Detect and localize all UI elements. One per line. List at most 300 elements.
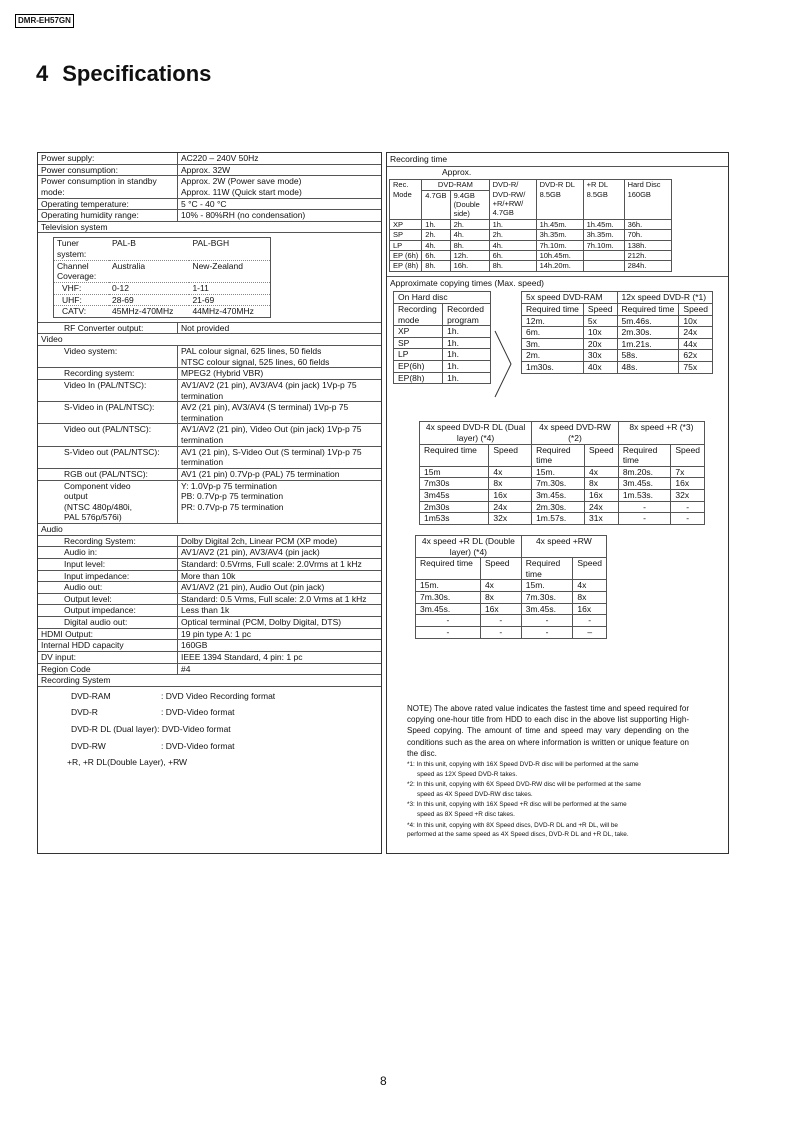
- spec-value: Standard: 0.5 Vrms, Full scale: 2.0 Vrms at 1 kHz: [178, 593, 382, 605]
- table-cell: 24x: [679, 327, 713, 339]
- table-cell: 70h.: [624, 230, 671, 240]
- table-cell: LP: [390, 240, 422, 250]
- header-line: Rec.: [393, 180, 409, 190]
- table-header: 4x speed +RW: [521, 535, 606, 557]
- spec-row: [38, 582, 381, 594]
- spec-label: DV input:: [38, 651, 178, 663]
- header-line: Mode: [393, 189, 412, 199]
- rec-system-format: : DVD-Video format: [161, 740, 235, 751]
- spec-value: Approx. 32W: [178, 164, 382, 176]
- table-cell: -: [618, 501, 671, 513]
- table-cell: 3m.45s.: [618, 478, 671, 490]
- spec-value: Optical terminal (PCM, Dolby Digital, DTS): [178, 617, 382, 629]
- bracket-arrow-icon: [493, 329, 521, 399]
- spec-row: [38, 640, 381, 652]
- table-cell: 16x: [671, 478, 705, 490]
- table-row: [416, 580, 607, 592]
- footnote-line: speed as 12X Speed DVD-R takes.: [417, 770, 518, 778]
- copy-5x-table: [521, 291, 713, 373]
- table-cell: 24x: [489, 501, 532, 513]
- table-row: [390, 230, 672, 240]
- table-cell: 40x: [583, 362, 617, 374]
- spec-row: [38, 446, 381, 468]
- page-title: [36, 60, 211, 88]
- table-cell: 7h.10m.: [536, 240, 583, 250]
- table-row: [420, 466, 705, 478]
- spec-row: [38, 322, 381, 334]
- table-cell: 3m.45s.: [521, 603, 573, 615]
- copy-4x-table: [419, 421, 705, 525]
- rec-system-list: [41, 687, 378, 778]
- table-header: Speed: [480, 558, 521, 580]
- rec-system-format: : DVD Video Recording format: [161, 690, 276, 701]
- table-row: [522, 315, 713, 327]
- table-cell: 16x: [573, 603, 607, 615]
- spec-label: Power consumption:: [38, 164, 178, 176]
- table-cell: 10x: [583, 327, 617, 339]
- table-cell: EP (6h): [390, 250, 422, 260]
- right-spec-column: [386, 152, 729, 854]
- tuner-col1: PAL-B: [109, 238, 189, 260]
- tuner-row-label: Channel Coverage:: [54, 260, 110, 282]
- table-cell: -: [671, 501, 705, 513]
- spec-value: [178, 480, 382, 524]
- tuner-row: [54, 282, 271, 294]
- spec-value: 19 pin type A: 1 pc: [178, 628, 382, 640]
- table-cell: 1h.45m.: [536, 219, 583, 229]
- table-header: Required time: [618, 444, 671, 466]
- table-cell: 1m.57s.: [532, 513, 585, 525]
- table-cell: 8h.: [450, 240, 489, 250]
- rec-system-disc: DVD-RAM: [71, 690, 111, 701]
- table-header: Hard Disc 160GB: [624, 180, 671, 220]
- spec-row: [38, 593, 381, 605]
- spec-row: [38, 480, 381, 524]
- table-header: Required time: [532, 444, 585, 466]
- rec-system-block: [38, 686, 381, 778]
- table-cell: 8x: [585, 478, 619, 490]
- table-cell: 8h.: [489, 261, 536, 271]
- table-cell: 1m53s: [420, 513, 489, 525]
- spec-label: Output impedance:: [38, 605, 178, 617]
- table-cell: 7m30s: [420, 478, 489, 490]
- spec-row: [38, 558, 381, 570]
- spec-value-line: PR: 0.7Vp-p 75 termination: [181, 501, 284, 512]
- footnote: [407, 760, 689, 779]
- table-cell: 8h.: [422, 261, 450, 271]
- table-cell: 7h.10m.: [583, 240, 624, 250]
- table-cell: -: [521, 615, 573, 627]
- table-cell: 2m.: [522, 350, 584, 362]
- table-header: 8x speed +R (*3): [618, 422, 704, 444]
- spec-label: Recording system:: [38, 368, 178, 380]
- page-number: 8: [380, 1074, 387, 1088]
- table-cell: 30x: [583, 350, 617, 362]
- table-cell: 1h.45m.: [583, 219, 624, 229]
- table-row: [522, 338, 713, 350]
- table-header: Required time: [521, 558, 573, 580]
- spec-value: MPEG2 (Hybrid VBR): [178, 368, 382, 380]
- table-row: [416, 626, 607, 638]
- table-cell: 32x: [489, 513, 532, 525]
- table-cell: 15m.: [521, 580, 573, 592]
- spec-label: S-Video in (PAL/NTSC):: [38, 402, 178, 424]
- spec-value: 5 °C - 40 °C: [178, 198, 382, 210]
- tuner-row: [54, 294, 271, 306]
- table-cell: [583, 261, 624, 271]
- spec-row: [38, 210, 381, 222]
- footnote-line: *3: In this unit, copying with 16X Speed +R disc will be performed at the same: [407, 801, 627, 809]
- table-cell: 62x: [679, 350, 713, 362]
- table-cell: [583, 250, 624, 260]
- spec-row: [38, 570, 381, 582]
- spec-row: [38, 617, 381, 629]
- table-row: [416, 592, 607, 604]
- spec-label: Video system:: [38, 346, 178, 368]
- spec-label: Audio in:: [38, 547, 178, 559]
- spec-label: RGB out (PAL/NTSC):: [38, 468, 178, 480]
- table-cell: XP: [390, 219, 422, 229]
- spec-section-row: [38, 221, 381, 233]
- rec-system-disc: DVD-RW: [71, 740, 106, 751]
- table-row: [416, 603, 607, 615]
- table-row: [420, 478, 705, 490]
- table-cell: 8x: [573, 592, 607, 604]
- table-cell: 15m.: [416, 580, 481, 592]
- copy-rdl-table: [415, 535, 607, 639]
- table-cell: 5x: [583, 315, 617, 327]
- table-cell: 6h.: [489, 250, 536, 260]
- table-cell: 3h.35m.: [536, 230, 583, 240]
- tuner-cell: 0-12: [109, 282, 189, 294]
- table-cell: 3m.45s.: [416, 603, 481, 615]
- table-cell: 7m.30s.: [521, 592, 573, 604]
- table-cell: 2m.30s.: [617, 327, 679, 339]
- table-header: Required time: [420, 444, 489, 466]
- spec-label-line: PAL 576p/576i): [64, 512, 122, 523]
- table-cell: 3h.35m.: [583, 230, 624, 240]
- tuner-col2: PAL-BGH: [189, 238, 270, 260]
- spec-value-line: PAL colour signal, 625 lines, 50 fields: [181, 346, 322, 356]
- table-header: Required time: [617, 303, 679, 315]
- table-cell: 1m.21s.: [617, 338, 679, 350]
- table-header-row: [416, 535, 607, 557]
- table-header: 4x speed DVD-R DL (Dual layer) (*4): [420, 422, 532, 444]
- table-row: [416, 615, 607, 627]
- table-header: 5x speed DVD-RAM: [522, 292, 618, 304]
- tuner-label: Tuner system:: [54, 238, 110, 260]
- spec-value-line: Approx. 11W (Quick start mode): [181, 186, 302, 197]
- table-row: [390, 250, 672, 260]
- table-row: [420, 513, 705, 525]
- spec-row: [38, 402, 381, 424]
- table-header: Speed: [671, 444, 705, 466]
- table-cell: 1h.: [422, 219, 450, 229]
- section-label: Recording System: [38, 675, 381, 687]
- table-cell: 3m.: [522, 338, 584, 350]
- table-header: DVD-R/ DVD-RW/ +R/+RW/ 4.7GB: [489, 180, 536, 220]
- spec-value: #4: [178, 663, 382, 675]
- table-cell: 14h.20m.: [536, 261, 583, 271]
- note-block: [407, 703, 689, 840]
- spec-label: Recording System:: [38, 535, 178, 547]
- table-cell: 7x: [671, 466, 705, 478]
- tuner-row: [54, 306, 271, 318]
- spec-label-line: Component video: [64, 480, 131, 491]
- table-row: [390, 219, 672, 229]
- spec-section-row: [38, 524, 381, 536]
- table-cell: -: [618, 513, 671, 525]
- table-cell: 1h.: [443, 372, 491, 384]
- spec-row: [38, 605, 381, 617]
- rec-system-disc: DVD-R: [71, 707, 98, 718]
- table-row: [522, 362, 713, 374]
- section-title: Specifications: [62, 61, 212, 86]
- table-cell: 284h.: [624, 261, 671, 271]
- tuner-cell: 44MHz-470MHz: [189, 306, 270, 318]
- spec-value: [178, 176, 382, 198]
- table-row: [390, 261, 672, 271]
- table-cell: 4x: [573, 580, 607, 592]
- spec-value-line: Y: 1.0Vp-p 75 termination: [181, 480, 277, 491]
- tuner-cell: Australia: [109, 260, 189, 282]
- spec-value: 10% - 80%RH (no condensation): [178, 210, 382, 222]
- table-header: Speed: [679, 303, 713, 315]
- table-cell: -: [521, 626, 573, 638]
- table-cell: 7m.30s.: [416, 592, 481, 604]
- table-header-row: [522, 303, 713, 315]
- table-cell: 16x: [585, 490, 619, 502]
- table-cell: -: [416, 615, 481, 627]
- table-cell: 10h.45m.: [536, 250, 583, 260]
- spec-value: Less than 1k: [178, 605, 382, 617]
- rec-system-extra: +R, +R DL(Double Layer), +RW: [67, 757, 188, 768]
- tuner-row: [54, 260, 271, 282]
- spec-label: Audio out:: [38, 582, 178, 594]
- footnote-line: *2: In this unit, copying with 6X Speed DVD-RW disc will be performed at the same: [407, 781, 641, 789]
- spec-label: Operating temperature:: [38, 198, 178, 210]
- table-cell: 1h.: [489, 219, 536, 229]
- table-row: [390, 240, 672, 250]
- table-cell: 12m.: [522, 315, 584, 327]
- tuner-row: [38, 233, 381, 322]
- footnote-line: speed as 8X Speed +R disc takes.: [417, 810, 515, 818]
- table-header-row: [390, 180, 672, 190]
- copy-hdd-block: [387, 289, 728, 404]
- rec-system-format: : DVD-Video format: [157, 724, 231, 734]
- footnote-line: *4: In this unit, copying with 8X Speed discs, DVD-R DL and +R DL, will be: [407, 821, 618, 829]
- table-cell: 16x: [489, 490, 532, 502]
- table-header: 9.4GB (Double side): [450, 190, 489, 219]
- spec-row: [38, 468, 381, 480]
- spec-label: Region Code: [38, 663, 178, 675]
- spec-row: [38, 663, 381, 675]
- table-cell: 48s.: [617, 362, 679, 374]
- spec-row: [38, 628, 381, 640]
- spec-value: [178, 346, 382, 368]
- table-cell: -: [671, 513, 705, 525]
- table-cell: 1m.53s.: [618, 490, 671, 502]
- table-cell: 4x: [480, 580, 521, 592]
- tuner-table: [53, 237, 271, 317]
- table-cell: 4h.: [422, 240, 450, 250]
- spec-row: [38, 651, 381, 663]
- table-cell: 4x: [489, 466, 532, 478]
- table-cell: 2h.: [422, 230, 450, 240]
- spec-value-line: Approx. 2W (Power save mode): [181, 176, 302, 187]
- spec-value: AV1/AV2 (21 pin), Audio Out (pin jack): [178, 582, 382, 594]
- table-cell: 24x: [585, 501, 619, 513]
- table-header: Speed: [489, 444, 532, 466]
- table-header: +R DL 8.5GB: [583, 180, 624, 220]
- spec-row: [38, 164, 381, 176]
- table-cell: 16h.: [450, 261, 489, 271]
- spec-value: AV1 (21 pin), S-Video Out (S terminal) 1Vp-p 75 termination: [178, 446, 382, 468]
- table-header: DVD-R DL 8.5GB: [536, 180, 583, 220]
- table-cell: 32x: [671, 490, 705, 502]
- table-header: Speed: [585, 444, 619, 466]
- spec-label: Output level:: [38, 593, 178, 605]
- table-header-row: [522, 292, 713, 304]
- spec-value-line: NTSC colour signal, 525 lines, 60 fields: [181, 356, 330, 367]
- spec-value: AV1/AV2 (21 pin), Video Out (pin jack) 1Vp-p 75 termination: [178, 424, 382, 446]
- table-cell: 8x: [480, 592, 521, 604]
- section-label: Video: [38, 334, 381, 346]
- table-cell: -: [480, 615, 521, 627]
- table-header: Speed: [583, 303, 617, 315]
- recording-time-title: Recording time: [387, 153, 728, 167]
- table-cell: EP (8h): [390, 261, 422, 271]
- table-cell: 1h.: [443, 361, 491, 373]
- table-header: Recording mode: [394, 303, 443, 325]
- approx-label: Approx.: [442, 166, 472, 177]
- spec-row: [38, 368, 381, 380]
- table-cell: 5m.46s.: [617, 315, 679, 327]
- section-label: Television system: [38, 221, 381, 233]
- table-cell: 212h.: [624, 250, 671, 260]
- spec-row: [38, 547, 381, 559]
- spec-label: Internal HDD capacity: [38, 640, 178, 652]
- tuner-cell: 28-69: [109, 294, 189, 306]
- table-header-row: [394, 303, 491, 325]
- table-cell: EP(6h): [394, 361, 443, 373]
- table-cell: 1m30s.: [522, 362, 584, 374]
- table-cell: 6m.: [522, 327, 584, 339]
- table-row: [522, 327, 713, 339]
- spec-label: Digital audio out:: [38, 617, 178, 629]
- spec-value: AV1 (21 pin) 0.7Vp-p (PAL) 75 termination: [178, 468, 382, 480]
- copying-times-title: Approximate copying times (Max. speed): [387, 276, 728, 290]
- table-cell: 4x: [585, 466, 619, 478]
- spec-label: Power supply:: [38, 153, 178, 164]
- note-text: NOTE) The above rated value indicates the fastest time and speed required for copying one-hour title from HDD to each disc in the above list supporting High-Speed copying. The amount of time and speed may vary depending on the conditions such as the area on where information is written or unique feature on the disc.: [407, 704, 689, 758]
- spec-value: Standard: 0.5Vrms, Full scale: 2.0Vrms at 1 kHz: [178, 558, 382, 570]
- table-row: [394, 337, 491, 349]
- table-cell: 1h.: [443, 337, 491, 349]
- table-cell: 8m.20s.: [618, 466, 671, 478]
- table-cell: 44x: [679, 338, 713, 350]
- table-header: 12x speed DVD-R (*1): [617, 292, 713, 304]
- spec-label: Video out (PAL/NTSC):: [38, 424, 178, 446]
- table-header: On Hard disc: [394, 292, 491, 304]
- spec-label-line: (NTSC 480p/480i,: [64, 501, 133, 512]
- table-cell: LP: [394, 349, 443, 361]
- spec-section-row: [38, 675, 381, 687]
- spec-value: More than 10k: [178, 570, 382, 582]
- rec-system-item: [71, 691, 378, 702]
- table-row: [394, 326, 491, 338]
- spec-label: Input level:: [38, 558, 178, 570]
- table-header: [390, 180, 422, 220]
- table-cell: 4h.: [450, 230, 489, 240]
- spec-value: AC220 – 240V 50Hz: [178, 153, 382, 164]
- footnote-line: performed at the same speed as 4X Speed discs, DVD-R DL and +R DL, take.: [407, 831, 629, 839]
- spec-table: [38, 153, 381, 778]
- table-header: Recorded program: [443, 303, 491, 325]
- table-header-row: [394, 292, 491, 304]
- tuner-row-label: VHF:: [54, 282, 110, 294]
- spec-value: Dolby Digital 2ch, Linear PCM (XP mode): [178, 535, 382, 547]
- spec-value: AV1/AV2 (21 pin), AV3/AV4 (pin jack): [178, 547, 382, 559]
- tuner-cell: 45MHz-470MHz: [109, 306, 189, 318]
- spec-label: HDMI Output:: [38, 628, 178, 640]
- table-cell: 2h.: [489, 230, 536, 240]
- footnote: [407, 821, 689, 840]
- table-row: [394, 361, 491, 373]
- table-cell: XP: [394, 326, 443, 338]
- section-number: 4: [36, 61, 49, 86]
- table-header-row: [420, 444, 705, 466]
- table-cell: 6h.: [422, 250, 450, 260]
- table-cell: 15m: [420, 466, 489, 478]
- spec-row: [38, 379, 381, 401]
- table-cell: -: [480, 626, 521, 638]
- table-cell: 1h.: [443, 326, 491, 338]
- spec-value: IEEE 1394 Standard, 4 pin: 1 pc: [178, 651, 382, 663]
- table-header: 4.7GB: [422, 190, 450, 219]
- copy-hdd-table: [393, 291, 491, 384]
- table-header: Required time: [416, 558, 481, 580]
- spec-label: S-Video out (PAL/NTSC):: [38, 446, 178, 468]
- table-cell: 2m30s: [420, 501, 489, 513]
- spec-label: [38, 480, 178, 524]
- spec-row: [38, 535, 381, 547]
- tuner-cell: New-Zealand: [189, 260, 270, 282]
- table-header: 4x speed DVD-RW (*2): [532, 422, 619, 444]
- table-row: [394, 372, 491, 384]
- tuner-row-label: CATV:: [54, 306, 110, 318]
- table-cell: SP: [394, 337, 443, 349]
- table-row: [522, 350, 713, 362]
- table-row: [394, 349, 491, 361]
- table-cell: 8x: [489, 478, 532, 490]
- table-cell: 15m.: [532, 466, 585, 478]
- tuner-cell: 21-69: [189, 294, 270, 306]
- table-cell: 3m45s: [420, 490, 489, 502]
- spec-label: Input impedance:: [38, 570, 178, 582]
- table-row: [420, 490, 705, 502]
- spec-row: [38, 153, 381, 164]
- spec-label: Power consumption in standby mode:: [38, 176, 178, 198]
- spec-row: [38, 346, 381, 368]
- table-header-row: [420, 422, 705, 444]
- table-cell: 31x: [585, 513, 619, 525]
- tuner-cell: 1-11: [189, 282, 270, 294]
- table-cell: 3m.45s.: [532, 490, 585, 502]
- table-header: DVD-RAM: [422, 180, 489, 190]
- table-cell: 10x: [679, 315, 713, 327]
- table-cell: –: [573, 626, 607, 638]
